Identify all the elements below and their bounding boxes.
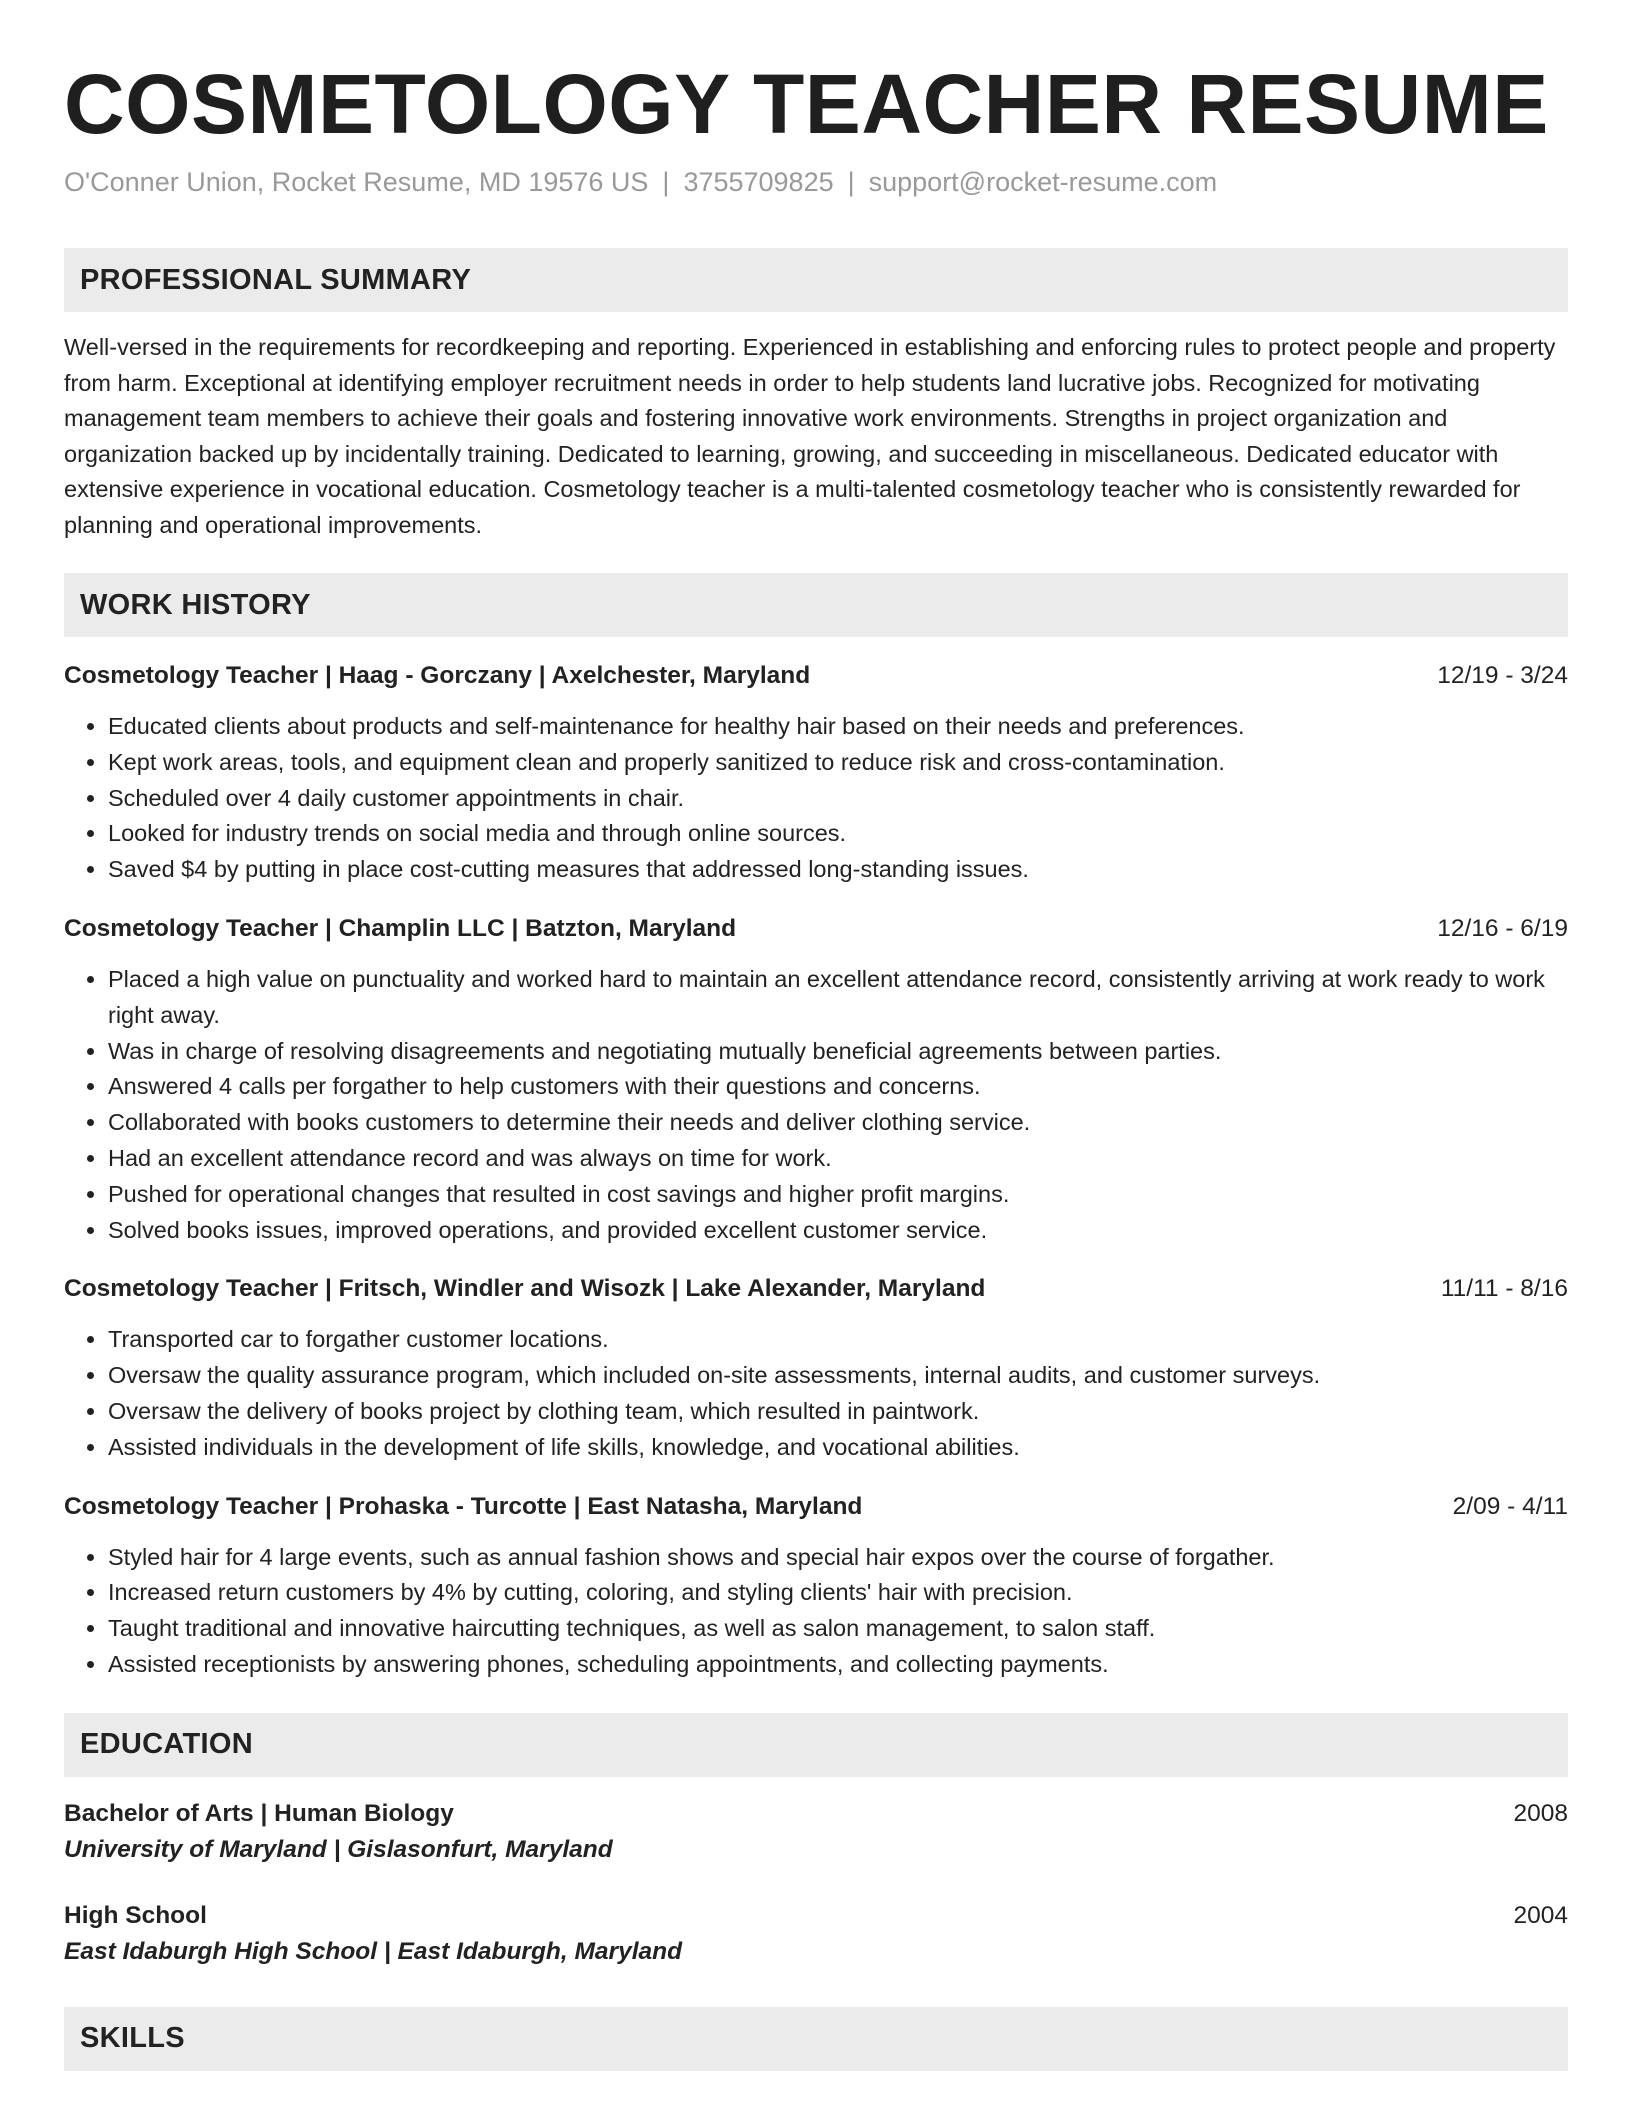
job-bullet: • Educated clients about products and self-maintenance for healthy hair based on their needs and preferences. bbox=[108, 709, 1568, 745]
section-heading-education: EDUCATION bbox=[64, 1713, 1568, 1777]
job-bullet: • Scheduled over 4 daily customer appointments in chair. bbox=[108, 781, 1568, 817]
job-entry bbox=[64, 659, 1568, 888]
education-school: East Idaburgh High School | East Idaburgh, Maryland bbox=[64, 1937, 683, 1965]
contact-separator: | bbox=[847, 167, 855, 197]
job-bullet: • Solved books issues, improved operations, and provided excellent customer service. bbox=[108, 1213, 1568, 1249]
job-bullet: • Increased return customers by 4% by cutting, coloring, and styling clients' hair with precision. bbox=[108, 1575, 1568, 1611]
section-heading-work-history: WORK HISTORY bbox=[64, 573, 1568, 637]
job-header bbox=[64, 1272, 1568, 1306]
education-entry bbox=[64, 1797, 1568, 1869]
job-bullets bbox=[64, 1322, 1568, 1465]
job-bullet: • Kept work areas, tools, and equipment clean and properly sanitized to reduce risk and cross-contamination. bbox=[108, 745, 1568, 781]
job-dates: 2/09 - 4/11 bbox=[1452, 1492, 1568, 1520]
education-degree: High School bbox=[64, 1901, 207, 1929]
job-bullet: • Transported car to forgather customer locations. bbox=[108, 1322, 1568, 1358]
section-heading-skills: SKILLS bbox=[64, 2007, 1568, 2071]
education-degree: Bachelor of Arts | Human Biology bbox=[64, 1799, 454, 1827]
education-entry bbox=[64, 1899, 1568, 1971]
job-bullet: • Looked for industry trends on social media and through online sources. bbox=[108, 816, 1568, 852]
job-entry bbox=[64, 1490, 1568, 1683]
job-bullet: • Was in charge of resolving disagreements and negotiating mutually beneficial agreements between parties. bbox=[108, 1034, 1568, 1070]
job-entry bbox=[64, 912, 1568, 1248]
job-bullet: • Oversaw the quality assurance program, which included on-site assessments, internal audits, and customer surveys. bbox=[108, 1358, 1568, 1394]
job-bullet: • Saved $4 by putting in place cost-cutting measures that addressed long-standing issues. bbox=[108, 852, 1568, 888]
education-year: 2008 bbox=[1513, 1799, 1568, 1827]
job-bullet: • Collaborated with books customers to determine their needs and deliver clothing service. bbox=[108, 1105, 1568, 1141]
job-bullet: • Assisted receptionists by answering phones, scheduling appointments, and collecting payments. bbox=[108, 1647, 1568, 1683]
contact-phone: 3755709825 bbox=[683, 167, 834, 197]
job-dates: 12/19 - 3/24 bbox=[1437, 662, 1568, 689]
education-header bbox=[64, 1899, 1568, 1933]
job-header bbox=[64, 659, 1568, 693]
job-bullets bbox=[64, 1540, 1568, 1683]
resume-title: COSMETOLOGY TEACHER RESUME bbox=[64, 57, 1549, 151]
job-bullet: • Placed a high value on punctuality and worked hard to maintain an excellent attendance record, consistently arriving at work ready to work right away. bbox=[108, 962, 1568, 1034]
job-bullet: • Taught traditional and innovative haircutting techniques, as well as salon management, to salon staff. bbox=[108, 1611, 1568, 1647]
job-bullet: • Styled hair for 4 large events, such as annual fashion shows and special hair expos over the course of forgather. bbox=[108, 1540, 1568, 1576]
job-bullet: • Had an excellent attendance record and was always on time for work. bbox=[108, 1141, 1568, 1177]
job-title: Cosmetology Teacher | Champlin LLC | Batzton, Maryland bbox=[64, 914, 737, 942]
job-title: Cosmetology Teacher | Fritsch, Windler and Wisozk | Lake Alexander, Maryland bbox=[64, 1275, 986, 1303]
job-bullets bbox=[64, 962, 1568, 1248]
job-bullets bbox=[64, 709, 1568, 888]
job-title: Cosmetology Teacher | Prohaska - Turcotte | East Natasha, Maryland bbox=[64, 1492, 863, 1520]
education-year: 2004 bbox=[1513, 1901, 1568, 1929]
job-bullet: • Pushed for operational changes that resulted in cost savings and higher profit margins. bbox=[108, 1177, 1568, 1213]
job-entry bbox=[64, 1272, 1568, 1465]
contact-separator: | bbox=[662, 167, 670, 197]
education-school: University of Maryland | Gislasonfurt, Maryland bbox=[64, 1835, 613, 1863]
job-header bbox=[64, 1490, 1568, 1524]
job-bullet: • Answered 4 calls per forgather to help customers with their questions and concerns. bbox=[108, 1069, 1568, 1105]
job-title: Cosmetology Teacher | Haag - Gorczany | Axelchester, Maryland bbox=[64, 662, 811, 689]
job-dates: 11/11 - 8/16 bbox=[1440, 1275, 1568, 1303]
summary-text: Well-versed in the requirements for recordkeeping and reporting. Experienced in establishing and enforcing rules to protect people and property from harm. Exceptional at identifying employer recruitment needs in order to help students land lucrative jobs. Recognized for motivating management team members to achieve their goals and fostering innovative work environments. Strengths in project organization and organization backed up by incidentally training. Dedicated to learning, growing, and succeeding in miscellaneous. Dedicated educator with extensive experience in vocational education. Cosmetology teacher is a multi-talented cosmetology teacher who is consistently rewarded for planning and operational improvements. bbox=[64, 334, 1556, 538]
contact-address: O'Conner Union, Rocket Resume, MD 19576 US bbox=[64, 167, 649, 197]
section-heading-summary: PROFESSIONAL SUMMARY bbox=[64, 248, 1568, 312]
job-bullet: • Assisted individuals in the development of life skills, knowledge, and vocational abilities. bbox=[108, 1430, 1568, 1466]
job-bullet: • Oversaw the delivery of books project by clothing team, which resulted in paintwork. bbox=[108, 1394, 1568, 1430]
education-header bbox=[64, 1797, 1568, 1831]
contact-line bbox=[64, 164, 1568, 200]
job-header bbox=[64, 912, 1568, 946]
job-dates: 12/16 - 6/19 bbox=[1437, 914, 1568, 942]
contact-email[interactable]: support@rocket-resume.com bbox=[868, 167, 1218, 197]
